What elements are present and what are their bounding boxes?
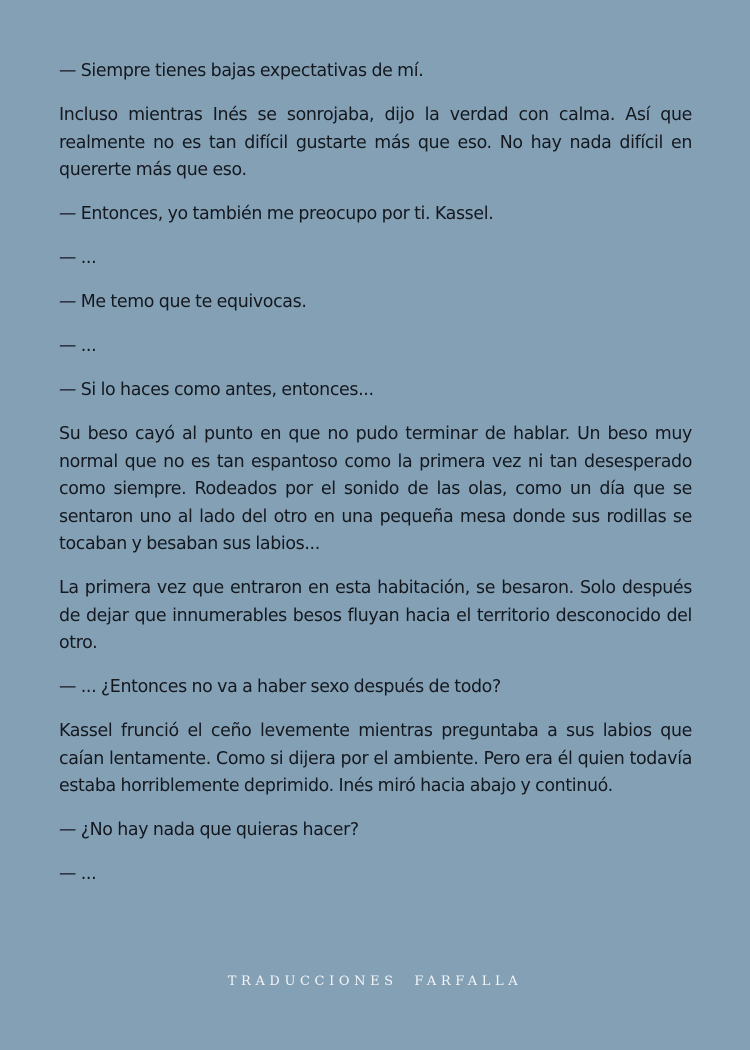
dialogue-line: — ¿No hay nada que quieras hacer? bbox=[59, 820, 359, 840]
dialogue-line: — Entonces, yo también me preocupo por ti. Kassel. bbox=[59, 204, 494, 224]
dialogue-line: — Siempre tienes bajas expectativas de mí. bbox=[59, 61, 424, 81]
translator-credit: TRADUCCIONES FARFALLA bbox=[227, 974, 523, 989]
narration-paragraph: La primera vez que entraron en esta habitación, se besaron. Solo después de dejar que innumerables besos fluyan hacia el territorio desconocido del otro. bbox=[59, 578, 692, 653]
dialogue-line: — ... bbox=[59, 248, 97, 268]
narration-paragraph: Su beso cayó al punto en que no pudo terminar de hablar. Un beso muy normal que no es tan espantoso como la primera vez ni tan desesperado como siempre. Rodeados por el sonido de las olas, como un día que se sentaron uno al lado del otro en una pequeña mesa donde sus rodillas se tocaban y besaban sus labios... bbox=[59, 424, 692, 554]
dialogue-line: — ... bbox=[59, 864, 97, 884]
page-body bbox=[59, 58, 692, 905]
narration-paragraph: Incluso mientras Inés se sonrojaba, dijo la verdad con calma. Así que realmente no es tan difícil gustarte más que eso. No hay nada difícil en quererte más que eso. bbox=[59, 105, 692, 180]
dialogue-line: — Me temo que te equivocas. bbox=[59, 292, 307, 312]
dialogue-line: — Si lo haces como antes, entonces... bbox=[59, 380, 374, 400]
dialogue-line: — ... ¿Entonces no va a haber sexo después de todo? bbox=[59, 677, 501, 697]
narration-paragraph: Kassel frunció el ceño levemente mientras preguntaba a sus labios que caían lentamente. Como si dijera por el ambiente. Pero era él quien todavía estaba horriblemente deprimido. Inés miró hacia abajo y continuó. bbox=[59, 721, 692, 796]
dialogue-line: — ... bbox=[59, 336, 97, 356]
